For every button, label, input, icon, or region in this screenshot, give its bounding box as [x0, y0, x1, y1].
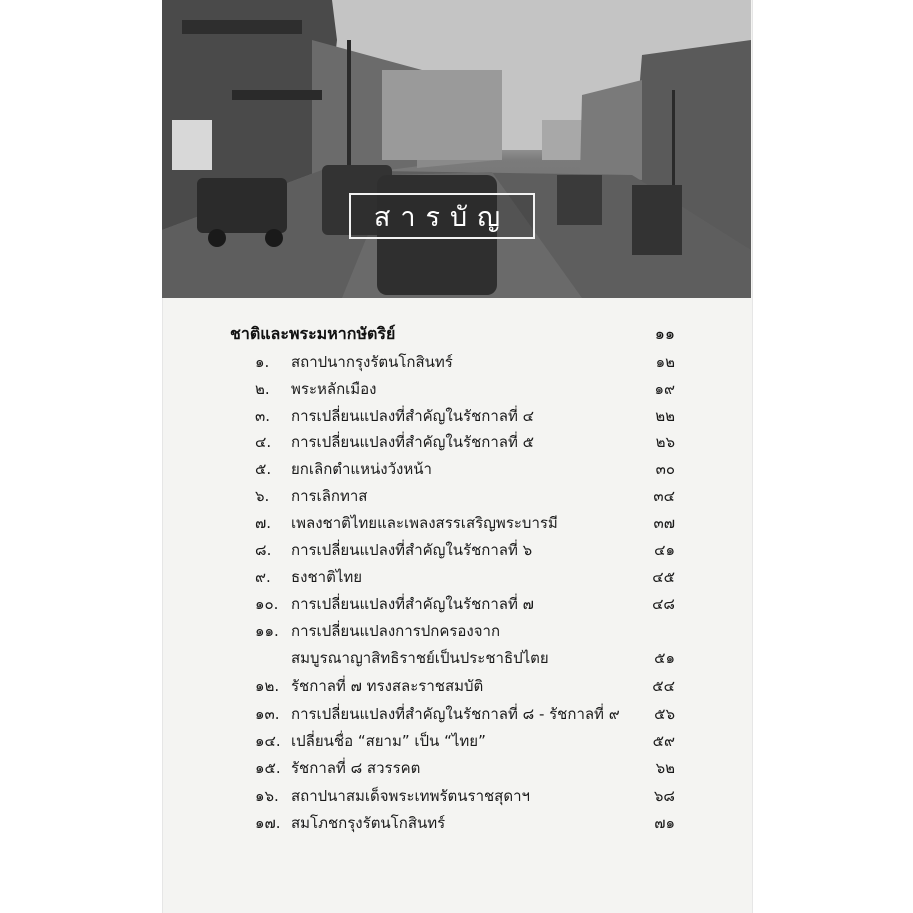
- entry-title: ธงชาติไทย: [291, 568, 363, 586]
- toc-entry: [230, 617, 675, 641]
- toc-entry: [230, 509, 675, 533]
- entry-page-number: ๔๘: [652, 595, 675, 613]
- entry-title: การเปลี่ยนแปลงที่สำคัญในรัชกาลที่ ๕: [291, 433, 534, 451]
- entry-page-number: ๑๒: [655, 353, 675, 371]
- entry-number: ๑๕.: [255, 759, 281, 777]
- toc-entry: [230, 727, 675, 751]
- entry-number: ๓.: [255, 407, 271, 425]
- section-page-number: ๑๑: [654, 324, 675, 343]
- entry-title: การเปลี่ยนแปลงการปกครองจาก: [291, 622, 501, 640]
- toc-entry: [230, 455, 675, 479]
- entry-title: พระหลักเมือง: [291, 380, 377, 398]
- entry-page-number: ๒๒: [655, 407, 675, 425]
- street-scene-illustration: [162, 0, 751, 298]
- entry-number: ๑๗.: [255, 814, 281, 832]
- entry-title: สมโภชกรุงรัตนโกสินทร์: [291, 814, 446, 832]
- entry-title: การเปลี่ยนแปลงที่สำคัญในรัชกาลที่ ๗: [291, 595, 534, 613]
- entry-title: การเปลี่ยนแปลงที่สำคัญในรัชกาลที่ ๘ - รัชกาลที่ ๙: [291, 705, 620, 723]
- entry-page-number: ๕๙: [652, 732, 675, 750]
- entry-number: ๑๒.: [255, 677, 280, 695]
- entry-number: ๑๓.: [255, 705, 280, 723]
- entry-number: ๑๑.: [255, 622, 279, 640]
- entry-number: ๕.: [255, 460, 272, 478]
- toc-entry: [230, 809, 675, 833]
- entry-page-number: ๒๖: [655, 433, 675, 451]
- entry-title: สถาปนาสมเด็จพระเทพรัตนราชสุดาฯ: [291, 787, 530, 805]
- entry-page-number: ๓๐: [655, 460, 675, 478]
- toc-entry: [230, 563, 675, 587]
- entry-page-number: ๔๕: [652, 568, 675, 586]
- section-heading: [230, 320, 675, 346]
- toc-entry: [230, 644, 675, 668]
- entry-title: การเปลี่ยนแปลงที่สำคัญในรัชกาลที่ ๖: [291, 541, 533, 559]
- entry-title: รัชกาลที่ ๗ ทรงสละราชสมบัติ: [291, 677, 484, 695]
- entry-title: สถาปนากรุงรัตนโกสินทร์: [291, 353, 453, 371]
- entry-number: ๗.: [255, 514, 272, 532]
- section-title: ชาติและพระมหากษัตริย์: [230, 324, 396, 343]
- historic-street-photo: [162, 0, 751, 298]
- entry-number: ๑.: [255, 353, 270, 371]
- entry-page-number: ๕๔: [652, 677, 675, 695]
- toc-entry: [230, 375, 675, 399]
- entry-page-number: ๓๔: [653, 487, 675, 505]
- entry-number: ๖.: [255, 487, 270, 505]
- toc-entry: [230, 782, 675, 806]
- toc-entry: [230, 482, 675, 506]
- toc-entry: [230, 590, 675, 614]
- entry-page-number: ๑๙: [654, 380, 675, 398]
- entry-number: ๑๐.: [255, 595, 279, 613]
- entry-number: ๑๖.: [255, 787, 279, 805]
- toc-entry: [230, 536, 675, 560]
- toc-entry: [230, 402, 675, 426]
- toc-entry: [230, 672, 675, 696]
- toc-title: สารบัญ: [349, 193, 535, 239]
- entry-page-number: ๗๑: [654, 814, 675, 832]
- entry-number: ๑๔.: [255, 732, 281, 750]
- entry-page-number: ๔๑: [654, 541, 675, 559]
- entry-title: เปลี่ยนชื่อ “สยาม” เป็น “ไทย”: [291, 732, 486, 750]
- entry-page-number: ๕๑: [654, 649, 675, 667]
- entry-number: ๒.: [255, 380, 270, 398]
- toc-entry: [230, 348, 675, 372]
- entry-number: ๘.: [255, 541, 272, 559]
- entry-title: รัชกาลที่ ๘ สวรรคต: [291, 759, 421, 777]
- entry-page-number: ๓๗: [653, 514, 675, 532]
- entry-title: การเลิกทาส: [291, 487, 368, 505]
- entry-title: ยกเลิกตำแหน่งวังหน้า: [291, 460, 432, 478]
- toc-entry: [230, 428, 675, 452]
- toc-entry: [230, 700, 675, 724]
- entry-title: สมบูรณาญาสิทธิราชย์เป็นประชาธิปไตย: [291, 649, 549, 667]
- entry-page-number: ๖๘: [653, 787, 675, 805]
- entry-number: ๙.: [255, 568, 271, 586]
- entry-number: ๔.: [255, 433, 272, 451]
- entry-page-number: ๖๒: [655, 759, 675, 777]
- entry-page-number: ๕๖: [654, 705, 675, 723]
- entry-title: การเปลี่ยนแปลงที่สำคัญในรัชกาลที่ ๔: [291, 407, 534, 425]
- entry-title: เพลงชาติไทยและเพลงสรรเสริญพระบารมี: [291, 514, 558, 532]
- toc-entry: [230, 754, 675, 778]
